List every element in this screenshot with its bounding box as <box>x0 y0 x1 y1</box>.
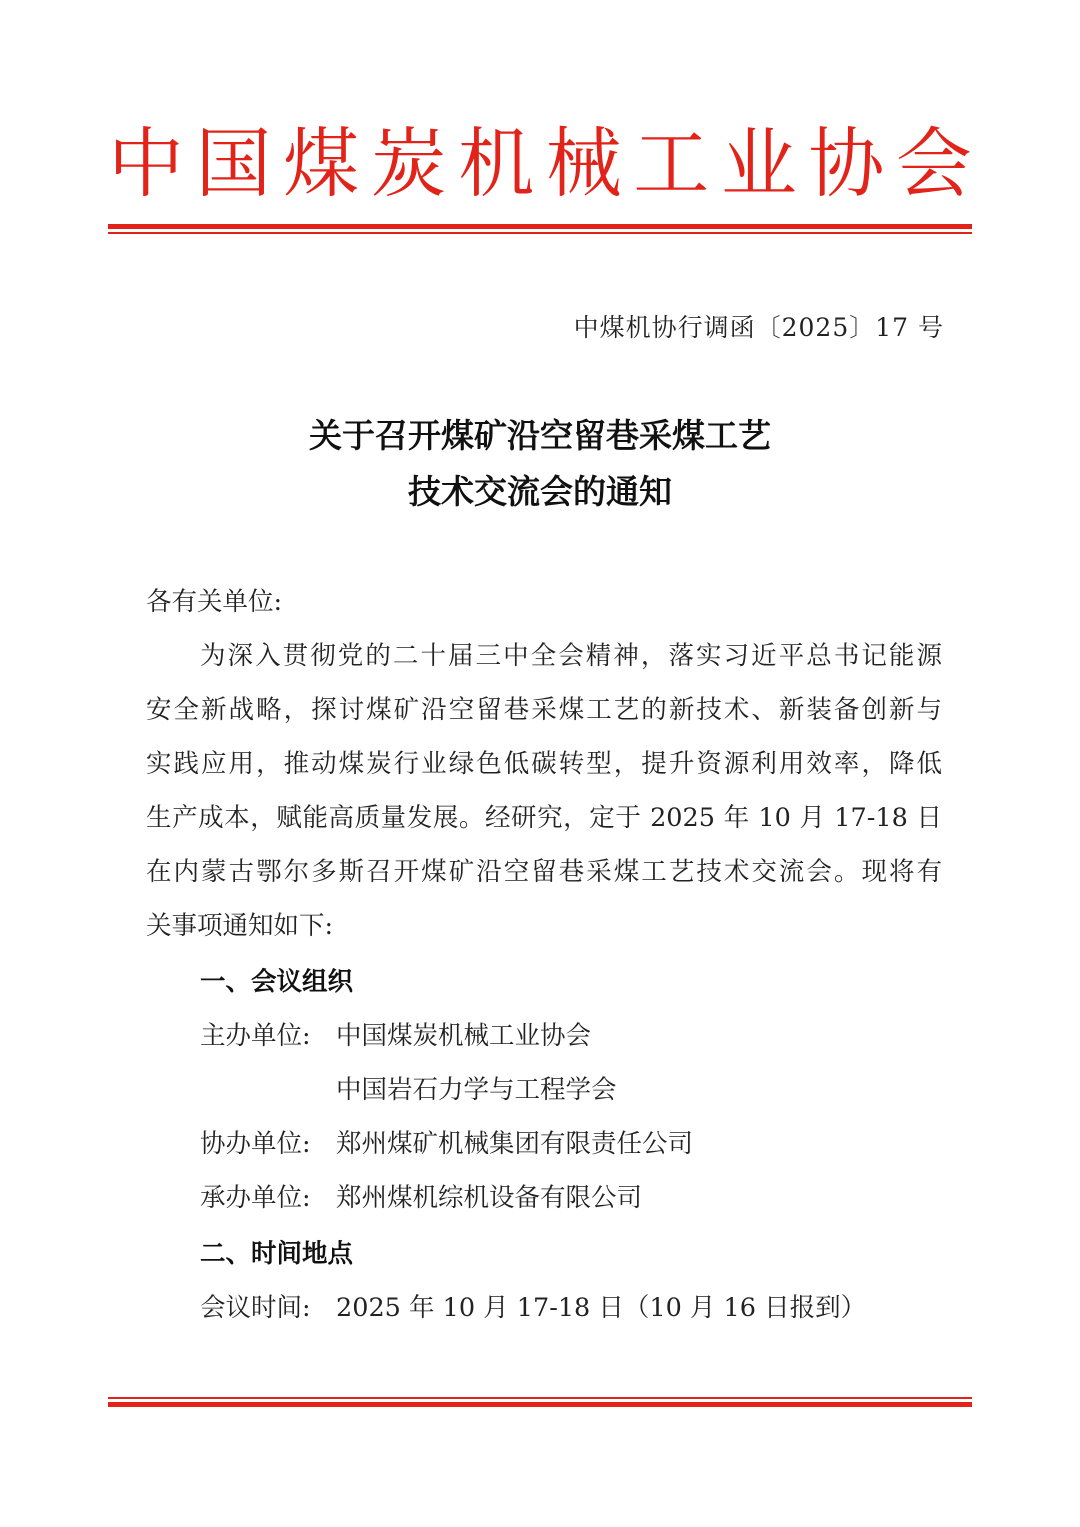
masthead-char: 械 <box>545 119 622 208</box>
masthead-char: 机 <box>458 119 535 208</box>
host-label: 主办单位: <box>200 1021 311 1051</box>
header-rule-thick <box>108 224 972 229</box>
body-line: 安全新战略，探讨煤矿沿空留巷采煤工艺的新技术、新装备创新与 <box>146 695 942 725</box>
footer-rule-thin <box>108 1397 972 1399</box>
host-unit-2: 中国岩石力学与工程学会 <box>336 1075 617 1105</box>
body-line: 关事项通知如下: <box>146 911 334 941</box>
body-line: 生产成本，赋能高质量发展。经研究，定于 2025 年 10 月 17-18 日 <box>146 803 942 833</box>
meeting-time-value: 2025 年 10 月 17-18 日（10 月 16 日报到） <box>336 1293 867 1323</box>
masthead-char: 煤 <box>283 119 360 208</box>
organizer-label: 承办单位: <box>200 1183 311 1213</box>
body-line: 实践应用，推动煤炭行业绿色低碳转型，提升资源利用效率，降低 <box>146 749 942 779</box>
masthead-char: 中 <box>108 119 184 208</box>
document-title-line2: 技术交流会的通知 <box>408 472 672 511</box>
body-line: 为深入贯彻党的二十届三中全会精神，落实习近平总书记能源 <box>200 641 942 671</box>
organizer-unit: 郑州煤机综机设备有限公司 <box>336 1183 643 1213</box>
section-heading-organization: 一、会议组织 <box>200 967 354 997</box>
body-line: 在内蒙古鄂尔多斯召开煤矿沿空留巷采煤工艺技术交流会。现将有 <box>146 857 942 887</box>
document-number: 中煤机协行调函〔2025〕17 号 <box>573 313 944 342</box>
masthead-char: 工 <box>633 119 710 208</box>
masthead-char: 会 <box>895 119 972 208</box>
section-heading-time-place: 二、时间地点 <box>200 1239 354 1269</box>
masthead-char: 业 <box>720 119 797 208</box>
masthead-char: 炭 <box>370 119 447 208</box>
masthead-char: 国 <box>195 119 272 208</box>
header-rule-thin <box>108 232 972 234</box>
masthead-char: 协 <box>808 119 885 208</box>
meeting-time-label: 会议时间: <box>200 1293 311 1323</box>
masthead <box>108 118 972 210</box>
salutation: 各有关单位: <box>146 587 283 617</box>
host-unit-1: 中国煤炭机械工业协会 <box>336 1021 592 1051</box>
co-organizer-label: 协办单位: <box>200 1129 311 1159</box>
footer-rule-thick <box>108 1402 972 1407</box>
document-title-line1: 关于召开煤矿沿空留巷采煤工艺 <box>309 416 771 455</box>
co-organizer-unit: 郑州煤矿机械集团有限责任公司 <box>336 1129 694 1159</box>
